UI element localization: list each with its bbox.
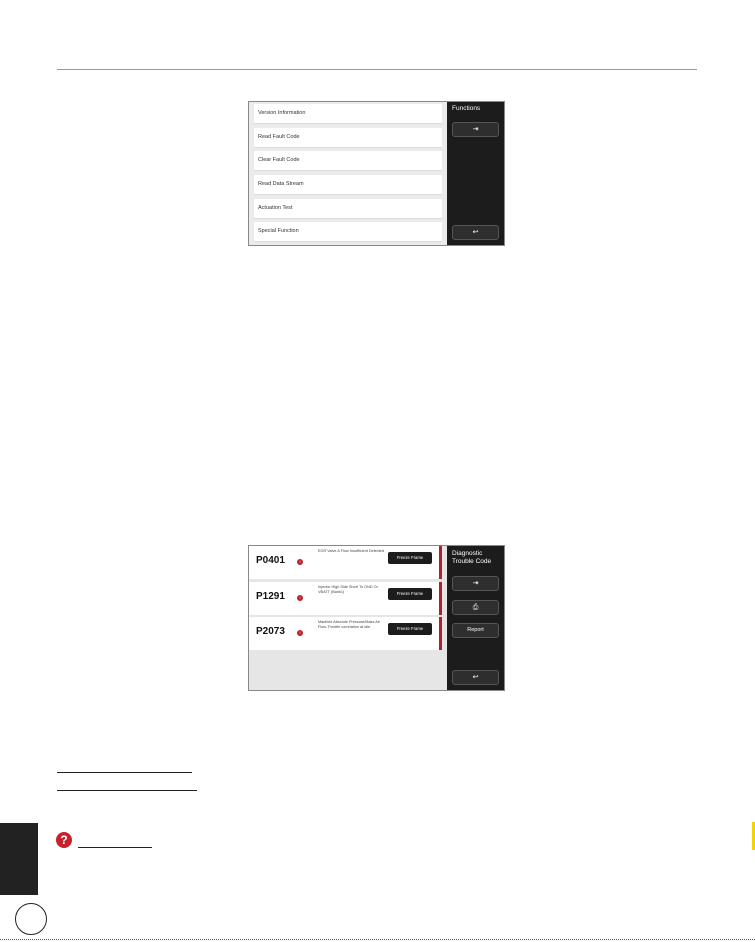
report-button[interactable]: Report — [452, 623, 499, 638]
dtc-code: P0401 — [256, 555, 285, 566]
dtc-row — [249, 546, 442, 579]
dtc-accent-bar — [439, 617, 442, 650]
menu-item-special-function[interactable]: Special Function — [254, 222, 442, 241]
function-menu — [254, 104, 442, 246]
menu-item-actuation-test[interactable]: Actuation Test — [254, 199, 442, 218]
freeze-frame-button[interactable]: Freeze Frame — [388, 623, 432, 635]
functions-screenshot — [248, 101, 505, 246]
print-button[interactable] — [452, 600, 499, 615]
menu-item-clear-fault-code[interactable]: Clear Fault Code — [254, 151, 442, 170]
dtc-description: EGR Valve A Flow Insufficient Detected — [318, 549, 385, 553]
freeze-frame-button[interactable]: Freeze Frame — [388, 588, 432, 600]
menu-item-read-fault-code[interactable]: Read Fault Code — [254, 128, 442, 147]
exit-button[interactable] — [452, 122, 499, 137]
underline-1 — [57, 772, 192, 773]
back-icon: ↩ — [472, 674, 479, 681]
functions-sidebar — [447, 102, 504, 245]
sidebar-title — [447, 546, 504, 566]
header-rule — [57, 69, 697, 70]
fault-status-icon: ! — [297, 630, 303, 636]
underline-2 — [57, 790, 197, 791]
menu-item-read-data-stream[interactable]: Read Data Stream — [254, 175, 442, 194]
sidebar-title-line2: Trouble Code — [452, 558, 492, 565]
freeze-frame-button[interactable]: Freeze Frame — [388, 552, 432, 564]
printer-icon: ⎙ — [472, 604, 479, 611]
back-icon: ↩ — [472, 229, 479, 236]
dtc-screenshot — [248, 545, 505, 691]
dtc-description: Manifold Absolute Pressure/Mass Air Flow-Throttle correlation at idle — [318, 620, 380, 629]
exit-icon: ⇥ — [472, 126, 479, 133]
underline-3 — [78, 847, 152, 848]
dtc-list — [249, 546, 442, 653]
dtc-accent-bar — [439, 582, 442, 615]
fault-status-icon: ! — [297, 595, 303, 601]
dtc-description: Injector High Side Short To GND Or VBATT (Bank1) — [318, 584, 378, 594]
warning-icon — [15, 903, 47, 935]
dtc-sidebar — [447, 546, 504, 690]
dtc-accent-bar — [439, 546, 442, 579]
dtc-row — [249, 617, 442, 650]
menu-item-version-information[interactable]: Version Information — [254, 104, 442, 123]
fault-status-icon: ! — [297, 559, 303, 565]
back-button[interactable] — [452, 670, 499, 685]
exit-icon: ⇥ — [472, 580, 479, 587]
bottom-dotted-rule — [0, 939, 755, 940]
exit-button[interactable] — [452, 576, 499, 591]
dtc-code: P2073 — [256, 626, 285, 637]
sidebar-title-line1: Diagnostic — [452, 550, 483, 557]
sidebar-title: Functions — [452, 105, 481, 112]
dtc-code: P1291 — [256, 590, 285, 602]
chapter-tab — [0, 823, 38, 895]
dtc-row — [249, 582, 442, 615]
help-icon: ? — [56, 832, 72, 848]
back-button[interactable] — [452, 225, 499, 240]
